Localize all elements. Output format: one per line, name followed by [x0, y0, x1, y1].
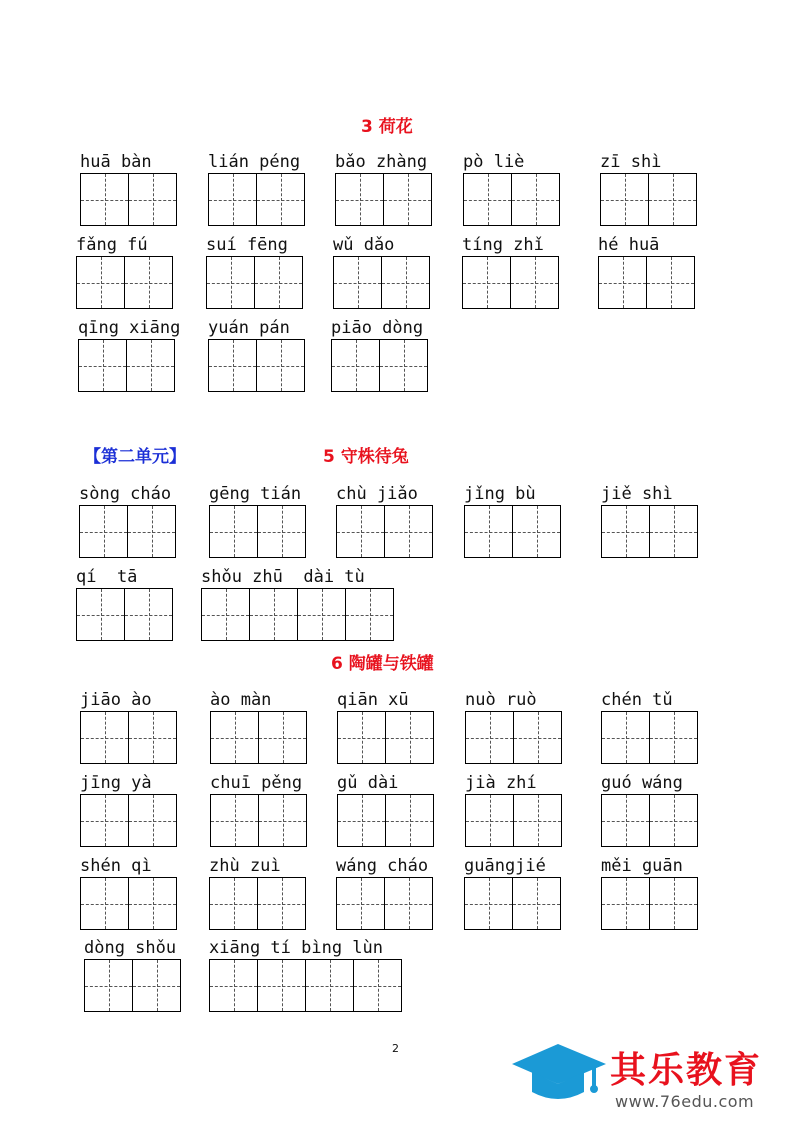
tianzige-box[interactable]	[249, 588, 298, 641]
tianzige-box[interactable]	[209, 877, 258, 930]
tianzige-box[interactable]	[462, 256, 511, 309]
tianzige-box[interactable]	[208, 339, 257, 392]
vocab-item	[331, 318, 428, 392]
tianzige-box[interactable]	[206, 256, 255, 309]
pinyin-label: suí fēng	[206, 235, 288, 255]
writing-grid	[465, 711, 562, 764]
writing-grid	[601, 505, 698, 558]
writing-grid	[80, 711, 177, 764]
pinyin-label: jǐng bù	[464, 484, 536, 504]
tianzige-box[interactable]	[209, 505, 258, 558]
writing-grid	[601, 794, 698, 847]
vocab-item	[80, 152, 177, 226]
pinyin-label: piāo dòng	[331, 318, 424, 338]
pinyin-label: qīng xiāng	[78, 318, 181, 338]
tianzige-box[interactable]	[385, 794, 434, 847]
tianzige-box[interactable]	[649, 877, 698, 930]
vocab-item	[337, 773, 434, 847]
vocab-item	[209, 484, 306, 558]
tianzige-box[interactable]	[258, 711, 307, 764]
tianzige-box[interactable]	[649, 711, 698, 764]
pinyin-label: xiāng tí bìng lùn	[209, 938, 383, 958]
tianzige-box[interactable]	[257, 505, 306, 558]
pinyin-label: huā bàn	[80, 152, 152, 172]
tianzige-box[interactable]	[513, 794, 562, 847]
tianzige-box[interactable]	[257, 959, 306, 1012]
writing-grid	[80, 794, 177, 847]
pinyin-label: dòng shǒu	[84, 938, 177, 958]
writing-grid	[465, 794, 562, 847]
tianzige-box[interactable]	[648, 173, 697, 226]
tianzige-box[interactable]	[210, 711, 259, 764]
vocab-item	[335, 152, 432, 226]
writing-grid	[208, 339, 305, 392]
tianzige-box[interactable]	[465, 711, 514, 764]
tianzige-box[interactable]	[513, 711, 562, 764]
writing-grid	[209, 877, 306, 930]
writing-grid	[210, 794, 307, 847]
tianzige-box[interactable]	[208, 173, 257, 226]
vocab-item	[206, 235, 303, 309]
writing-grid	[336, 877, 433, 930]
tianzige-box[interactable]	[598, 256, 647, 309]
pinyin-label: guāngjié	[464, 856, 546, 876]
pinyin-label: shén qì	[80, 856, 152, 876]
tianzige-box[interactable]	[381, 256, 430, 309]
tianzige-box[interactable]	[512, 505, 561, 558]
tianzige-box[interactable]	[353, 959, 402, 1012]
vocab-item	[208, 152, 305, 226]
tianzige-box[interactable]	[333, 256, 382, 309]
tianzige-box[interactable]	[124, 588, 173, 641]
graduation-cap-icon	[510, 1040, 610, 1110]
tianzige-box[interactable]	[210, 794, 259, 847]
vocab-item	[464, 484, 561, 558]
pinyin-label: chù jiǎo	[336, 484, 418, 504]
section-3-title: 3 荷花	[361, 117, 413, 137]
writing-grid	[333, 256, 430, 309]
writing-grid	[463, 173, 560, 226]
tianzige-box[interactable]	[510, 256, 559, 309]
tianzige-box[interactable]	[600, 173, 649, 226]
writing-grid	[337, 794, 434, 847]
tianzige-box[interactable]	[601, 711, 650, 764]
writing-grid	[598, 256, 695, 309]
tianzige-box[interactable]	[601, 794, 650, 847]
vocab-item	[463, 152, 560, 226]
pinyin-label: shǒu zhū dài tù	[201, 567, 365, 587]
pinyin-label: měi guān	[601, 856, 683, 876]
writing-grid	[336, 505, 433, 558]
vocab-item	[76, 235, 173, 309]
tianzige-box[interactable]	[649, 794, 698, 847]
brand-url: www.76edu.com	[615, 1092, 755, 1111]
tianzige-box[interactable]	[80, 711, 129, 764]
writing-grid	[600, 173, 697, 226]
tianzige-box[interactable]	[132, 959, 181, 1012]
vocab-item	[209, 856, 306, 930]
vocab-item	[598, 235, 695, 309]
writing-grid	[462, 256, 559, 309]
tianzige-box[interactable]	[337, 794, 386, 847]
tianzige-box[interactable]	[128, 794, 177, 847]
vocab-item	[465, 690, 562, 764]
tianzige-box[interactable]	[297, 588, 346, 641]
vocab-item	[601, 690, 698, 764]
vocab-item	[337, 690, 434, 764]
unit-label: 【第二单元】	[84, 447, 186, 467]
tianzige-box[interactable]	[79, 505, 128, 558]
tianzige-box[interactable]	[80, 794, 129, 847]
vocab-item	[209, 938, 402, 1012]
writing-grid	[464, 505, 561, 558]
pinyin-label: yuán pán	[208, 318, 290, 338]
tianzige-box[interactable]	[464, 505, 513, 558]
pinyin-label: jiě shì	[601, 484, 673, 504]
tianzige-box[interactable]	[336, 877, 385, 930]
writing-grid	[84, 959, 181, 1012]
pinyin-label: bǎo zhàng	[335, 152, 428, 172]
tianzige-box[interactable]	[80, 173, 129, 226]
writing-grid	[208, 173, 305, 226]
vocab-item	[210, 690, 307, 764]
vocab-item	[336, 484, 433, 558]
vocab-item	[465, 773, 562, 847]
writing-grid	[601, 877, 698, 930]
tianzige-box[interactable]	[337, 711, 386, 764]
tianzige-box[interactable]	[124, 256, 173, 309]
pinyin-label: qí tā	[76, 567, 138, 587]
writing-grid	[209, 959, 402, 1012]
tianzige-box[interactable]	[336, 505, 385, 558]
tianzige-box[interactable]	[84, 959, 133, 1012]
pinyin-label: ào màn	[210, 690, 272, 710]
pinyin-label: sòng cháo	[79, 484, 172, 504]
vocab-item	[464, 856, 561, 930]
writing-grid	[76, 588, 173, 641]
vocab-item	[80, 856, 177, 930]
vocab-item	[601, 484, 698, 558]
pinyin-label: fǎng fú	[76, 235, 148, 255]
tianzige-box[interactable]	[76, 588, 125, 641]
pinyin-label: chuī pěng	[210, 773, 303, 793]
tianzige-box[interactable]	[512, 877, 561, 930]
tianzige-box[interactable]	[128, 877, 177, 930]
tianzige-box[interactable]	[649, 505, 698, 558]
writing-grid	[201, 588, 394, 641]
page-number: 2	[392, 1042, 399, 1055]
pinyin-label: pò liè	[463, 152, 525, 172]
tianzige-box[interactable]	[209, 959, 258, 1012]
tianzige-box[interactable]	[601, 877, 650, 930]
pinyin-label: wǔ dǎo	[333, 235, 395, 255]
tianzige-box[interactable]	[76, 256, 125, 309]
vocab-item	[208, 318, 305, 392]
pinyin-label: hé huā	[598, 235, 660, 255]
vocab-item	[78, 318, 180, 392]
vocab-item	[601, 856, 698, 930]
tianzige-box[interactable]	[128, 173, 177, 226]
tianzige-box[interactable]	[345, 588, 394, 641]
vocab-item	[76, 567, 173, 641]
writing-grid	[601, 711, 698, 764]
vocab-item	[462, 235, 559, 309]
vocab-item	[333, 235, 430, 309]
vocab-item	[336, 856, 433, 930]
tianzige-box[interactable]	[78, 339, 127, 392]
tianzige-box[interactable]	[257, 877, 306, 930]
vocab-item	[201, 567, 394, 641]
pinyin-label: wáng cháo	[336, 856, 429, 876]
tianzige-box[interactable]	[126, 339, 175, 392]
tianzige-box[interactable]	[256, 339, 305, 392]
tianzige-box[interactable]	[335, 173, 384, 226]
writing-grid	[335, 173, 432, 226]
tianzige-box[interactable]	[601, 505, 650, 558]
writing-grid	[331, 339, 428, 392]
writing-grid	[80, 173, 177, 226]
vocab-item	[210, 773, 307, 847]
writing-grid	[80, 877, 177, 930]
vocab-item	[80, 773, 177, 847]
pinyin-label: gǔ dài	[337, 773, 399, 793]
section-5-title: 5 守株待兔	[323, 447, 409, 467]
writing-grid	[210, 711, 307, 764]
tianzige-box[interactable]	[258, 794, 307, 847]
pinyin-label: zhù zuì	[209, 856, 281, 876]
vocab-item	[600, 152, 697, 226]
tianzige-box[interactable]	[127, 505, 176, 558]
tianzige-box[interactable]	[201, 588, 250, 641]
tianzige-box[interactable]	[128, 711, 177, 764]
tianzige-box[interactable]	[646, 256, 695, 309]
pinyin-label: nuò ruò	[465, 690, 537, 710]
pinyin-label: jiāo ào	[80, 690, 152, 710]
tianzige-box[interactable]	[385, 711, 434, 764]
tianzige-box[interactable]	[384, 505, 433, 558]
pinyin-label: jià zhí	[465, 773, 537, 793]
tianzige-box[interactable]	[331, 339, 380, 392]
tianzige-box[interactable]	[463, 173, 512, 226]
tianzige-box[interactable]	[379, 339, 428, 392]
tianzige-box[interactable]	[464, 877, 513, 930]
writing-grid	[76, 256, 173, 309]
writing-grid	[79, 505, 176, 558]
tianzige-box[interactable]	[511, 173, 560, 226]
writing-grid	[206, 256, 303, 309]
tianzige-box[interactable]	[465, 794, 514, 847]
pinyin-label: tíng zhǐ	[462, 235, 544, 255]
writing-grid	[464, 877, 561, 930]
vocab-item	[601, 773, 698, 847]
tianzige-box[interactable]	[384, 877, 433, 930]
pinyin-label: lián péng	[208, 152, 301, 172]
pinyin-label: qiān xū	[337, 690, 409, 710]
tianzige-box[interactable]	[256, 173, 305, 226]
writing-grid	[337, 711, 434, 764]
section-6-title: 6 陶罐与铁罐	[331, 654, 434, 674]
pinyin-label: zī shì	[600, 152, 662, 172]
writing-grid	[209, 505, 306, 558]
writing-grid	[78, 339, 180, 392]
brand-name: 其乐教育	[610, 1050, 763, 1091]
tianzige-box[interactable]	[80, 877, 129, 930]
vocab-item	[84, 938, 181, 1012]
pinyin-label: jīng yà	[80, 773, 152, 793]
tianzige-box[interactable]	[383, 173, 432, 226]
pinyin-label: guó wáng	[601, 773, 683, 793]
vocab-item	[79, 484, 176, 558]
pinyin-label: gēng tián	[209, 484, 302, 504]
tianzige-box[interactable]	[254, 256, 303, 309]
pinyin-label: chén tǔ	[601, 690, 673, 710]
tianzige-box[interactable]	[305, 959, 354, 1012]
brand-logo	[510, 1040, 790, 1115]
vocab-item	[80, 690, 177, 764]
